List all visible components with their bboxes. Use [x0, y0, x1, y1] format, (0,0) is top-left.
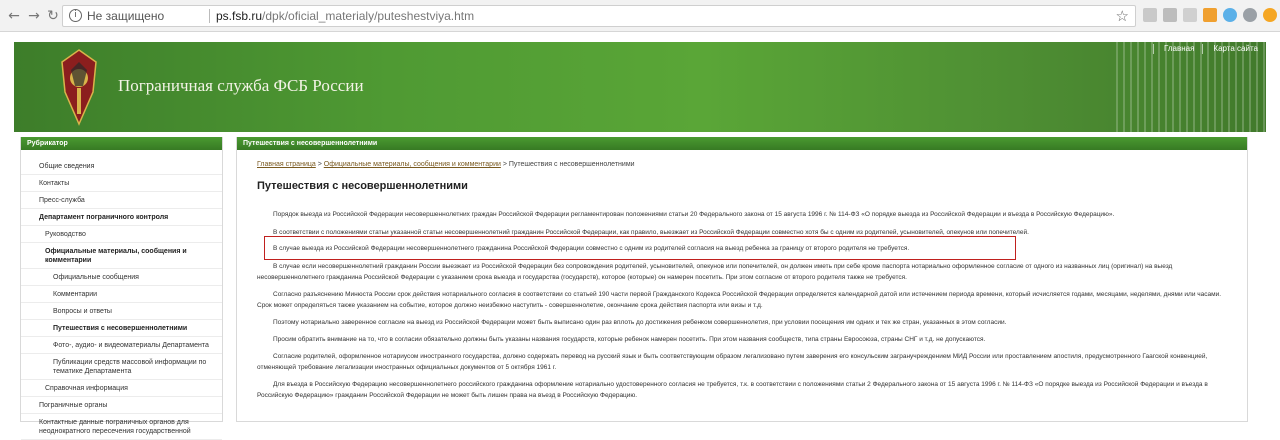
- sidebar-item-faq[interactable]: Вопросы и ответы: [21, 303, 222, 320]
- sidebar-item-press[interactable]: Пресс-служба: [21, 192, 222, 209]
- sidebar-item-publications[interactable]: Публикации средств массовой информации по тематике Департамента: [21, 354, 222, 380]
- top-nav: [1153, 44, 1266, 54]
- site-title: Пограничная служба ФСБ России: [118, 76, 364, 95]
- sidebar-heading: Рубрикатор: [21, 137, 222, 150]
- breadcrumb-current: Путешествия с несовершеннолетними: [508, 161, 635, 168]
- sidebar-item-leadership[interactable]: Руководство: [21, 226, 222, 243]
- extension-icon-4[interactable]: [1203, 8, 1217, 22]
- paragraph-9: Для въезда в Российскую Федерацию несовершеннолетнего российского гражданина оформление нотариально удостоверенного согласия не требуется, т.к. в соответствии с положениями статьи 2 Федерального закона от 15 августа 1996 г. № 114-ФЗ «О порядке выезда из Российской Федерации и въезда в Российскую Федерацию» гражданин Российской Федерации не может быть лишен права на въезд в Российскую Федерацию.: [257, 381, 1208, 399]
- extension-icon-3[interactable]: [1183, 8, 1197, 22]
- url-path: /dpk/oficial_materialy/puteshestviya.htm: [262, 9, 475, 23]
- extension-icon-2[interactable]: [1163, 8, 1177, 22]
- paragraph-4: В случае если несовершеннолетний гражданин России выезжает из Российской Федерации без сопровождения родителей, усыновителей, опекунов или попечителей, он должен иметь при себе кроме паспорта нотариально оформленное согласие от одного из названных лиц (оригинал) на выезд несовершеннолетнего гражданина Российской Федерации с указанием срока выезда и государства (государств), которое (которые) он намерен посетить. При этом согласие от второго родителя также не требуется.: [257, 263, 1173, 281]
- sidebar-item-official-materials[interactable]: Официальные материалы, сообщения и комментарии: [21, 243, 222, 269]
- highlight-box: [264, 236, 1016, 260]
- paragraph-1: Порядок выезда из Российской Федерации несовершеннолетних граждан Российской Федерации регламентирован положениями статьи 20 Федерального закона от 15 августа 1996 г. № 114-ФЗ «О порядке выезда из Российской Федерации и въезда в Российскую Федерацию».: [273, 211, 1115, 218]
- forward-icon[interactable]: →: [28, 8, 40, 24]
- sidebar-item-department[interactable]: Департамент пограничного контроля: [21, 209, 222, 226]
- sidebar: [20, 137, 223, 435]
- section-title-bar: Путешествия с несовершеннолетними: [237, 137, 1247, 150]
- back-icon[interactable]: ←: [8, 8, 20, 24]
- breadcrumb-separator: >: [500, 161, 509, 168]
- breadcrumb-separator: >: [315, 161, 324, 168]
- sidebar-item-border-agencies[interactable]: Пограничные органы: [21, 397, 222, 414]
- building-image: [1116, 42, 1266, 132]
- breadcrumb-home-link[interactable]: Главная страница: [257, 161, 316, 168]
- nav-home-link[interactable]: Главная: [1153, 44, 1202, 54]
- paragraph-5: Согласно разъяснению Минюста России срок действия нотариального согласия в соответствии со статьей 190 части первой Гражданского Кодекса Российской Федерации определяется календарной датой или истечением периода времени, который исчисляется годами, месяцами, неделями, днями или часами. Срок может определяться также указанием на событие, которое должно неизбежно наступить - совершеннолетие, окончание срока действия паспорта или визы и т.д.: [257, 291, 1222, 309]
- sidebar-item-contacts[interactable]: Контакты: [21, 175, 222, 192]
- sidebar-item-general[interactable]: Общие сведения: [21, 158, 222, 175]
- fsb-emblem-icon: [60, 48, 98, 126]
- sidebar-item-media[interactable]: Фото-, аудио- и видеоматериалы Департамента: [21, 337, 222, 354]
- address-bar[interactable]: [62, 5, 1136, 27]
- browser-toolbar: [0, 0, 1280, 32]
- sidebar-item-official-messages[interactable]: Официальные сообщения: [21, 269, 222, 286]
- paragraph-3: В случае выезда из Российской Федерации несовершеннолетнего гражданина Российской Федерации совместно с одним из родителей согласия на выезд ребенка за границу от второго родителя не требуется.: [273, 245, 910, 252]
- sidebar-menu: [21, 150, 222, 440]
- extension-icon-7[interactable]: [1263, 8, 1277, 22]
- omnibox-divider: [209, 9, 210, 23]
- sidebar-item-contact-data[interactable]: Контактные данные пограничных органов для неоднократного пересечения государственной: [21, 414, 222, 440]
- url-host: ps.fsb.ru: [216, 9, 263, 23]
- breadcrumb: [257, 161, 635, 168]
- extension-icon-6[interactable]: [1243, 8, 1257, 22]
- not-secure-label: Не защищено: [87, 9, 165, 23]
- nav-sitemap-link[interactable]: Карта сайта: [1202, 44, 1266, 54]
- extension-icon-1[interactable]: [1143, 8, 1157, 22]
- url-text[interactable]: [216, 9, 474, 23]
- sidebar-item-reference[interactable]: Справочная информация: [21, 380, 222, 397]
- star-icon[interactable]: ☆: [1115, 7, 1129, 25]
- sidebar-item-comments[interactable]: Комментарии: [21, 286, 222, 303]
- reload-icon[interactable]: ↻: [47, 8, 59, 24]
- page-title: Путешествия с несовершеннолетними: [257, 180, 468, 192]
- paragraph-2: В соответствии с положениями статьи указанной статьи несовершеннолетний гражданин Российской Федерации, как правило, выезжает из Российской Федерации совместно хотя бы с одним из родителей, усыновителей, опекунов или попечителей.: [273, 229, 1029, 236]
- paragraph-7: Просим обратить внимание на то, что в согласии обязательно должны быть указаны названия государств, которые ребенок намерен посетить. При этом названия сообществ, типа страны Евросоюза, страны СНГ и т.д. не допускаются.: [273, 336, 986, 343]
- info-icon[interactable]: i: [69, 9, 82, 22]
- paragraph-8: Согласие родителей, оформленное нотариусом иностранного государства, должно содержать перевод на русский язык и быть соответствующим образом легализовано путем заверения его консульским загранучреждением МИД России или проставлением апостиля, предусмотренного Гаагской конвенцией, отменяющей требование легализации иностранных официальных документов от 5 октября 1961 г.: [257, 353, 1208, 371]
- paragraph-6: Поэтому нотариально заверенное согласие на выезд из Российской Федерации может быть выписано один раз вплоть до достижения ребенком совершеннолетия, при условии посещения им одних и тех же стран, указанных в этом согласии.: [273, 319, 1007, 326]
- site-header: [14, 42, 1266, 132]
- extension-icon-5[interactable]: [1223, 8, 1237, 22]
- breadcrumb-parent-link[interactable]: Официальные материалы, сообщения и комментарии: [323, 161, 501, 168]
- main-content: [236, 137, 1248, 422]
- sidebar-item-travel-minors[interactable]: Путешествия с несовершеннолетними: [21, 320, 222, 337]
